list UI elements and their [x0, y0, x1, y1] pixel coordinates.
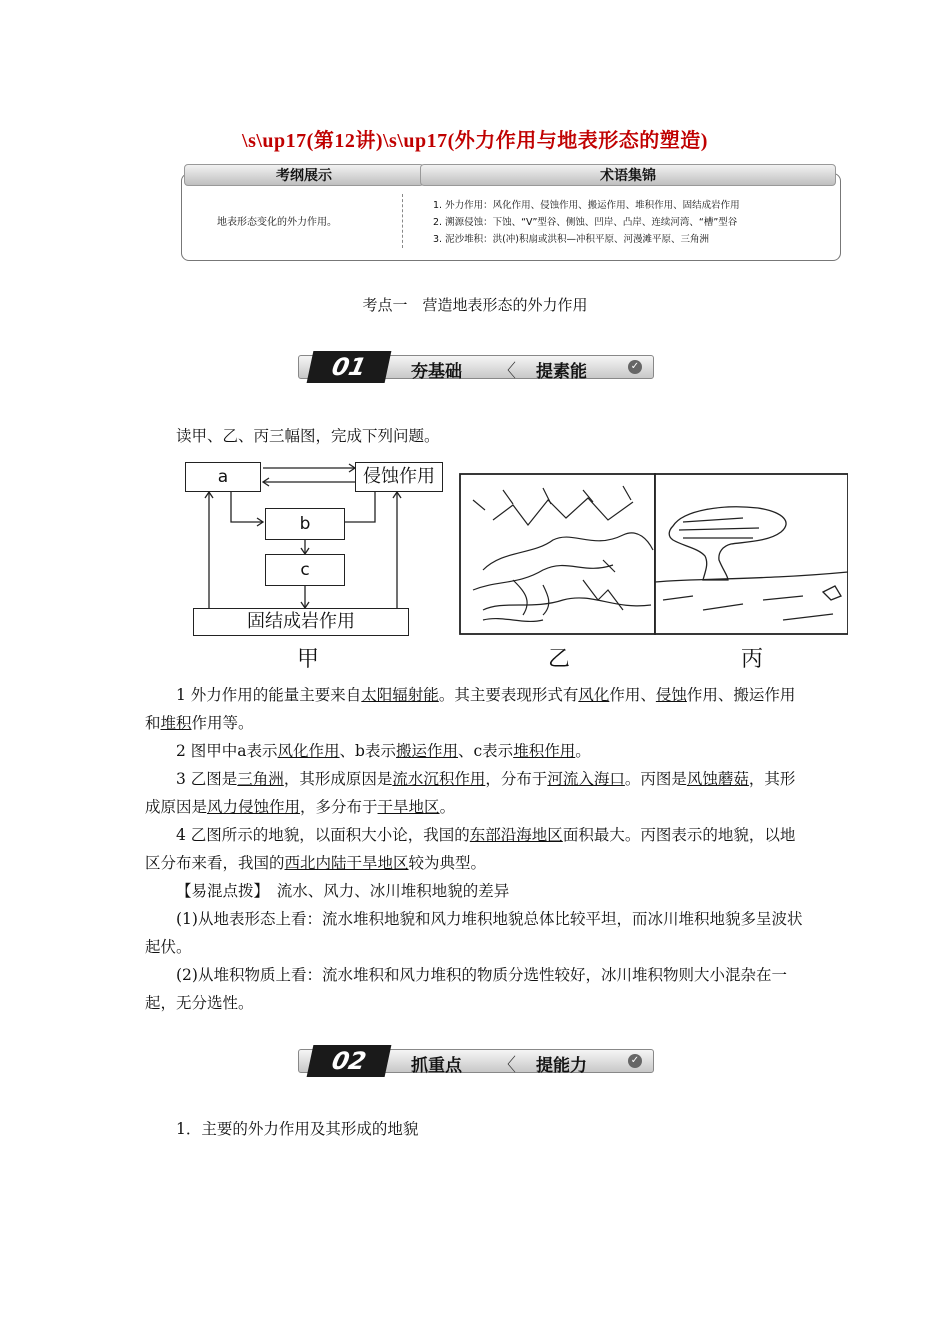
- diagram-box-a: a: [185, 462, 261, 492]
- document-title: \s\up17(第12讲)\s\up17(外力作用与地表形态的塑造): [242, 130, 708, 152]
- outline-right-list: [433, 197, 740, 248]
- outline-item: 3. 泥沙堆积：洪(冲)积扇或洪积—冲积平原、河漫滩平原、三角洲: [433, 234, 709, 245]
- outline-left-text: 地表形态变化的外力作用。: [217, 217, 337, 228]
- q3-text: ，其形成原因是: [283, 770, 393, 788]
- outline-item: 2. 溯源侵蚀：下蚀、“V”型谷、侧蚀、凹岸、凸岸、连续河湾、“槽”型谷: [433, 217, 738, 228]
- q3-text: ，分布于: [485, 770, 548, 788]
- q1-answer: 风化: [578, 686, 610, 704]
- outline-divider: [402, 194, 403, 248]
- q4-answer: 西北内陆干旱地区: [284, 854, 409, 872]
- q3-answer: 流水沉积作用: [392, 770, 486, 788]
- section-heading: 考点一 营造地表形态的外力作用: [362, 296, 588, 314]
- banner-left-text: 抓重点: [411, 1056, 462, 1076]
- outline-left-header: 考纲展示: [184, 164, 424, 186]
- q1-text: 。其主要表现形式有: [438, 686, 579, 704]
- q4-text: 4 乙图所示的地貌，以面积大小论，我国的: [176, 826, 470, 844]
- banner-left-text: 夯基础: [411, 362, 462, 382]
- q3-text: 。丙图是: [624, 770, 687, 788]
- q3-answer: 风蚀蘑菇: [686, 770, 749, 788]
- q2-text: 、c表示: [458, 742, 514, 760]
- q2-answer: 搬运作用: [395, 742, 458, 760]
- figure-label-jia: 甲: [297, 647, 320, 672]
- tip-label: 【易混点拨】: [176, 882, 262, 900]
- intro-text: 读甲、乙、丙三幅图，完成下列问题。: [176, 427, 440, 445]
- q1-answer: 太阳辐射能: [361, 686, 439, 704]
- diagram-box-rock: 固结成岩作用: [193, 608, 409, 636]
- q2-text: 2 图甲中a表示: [176, 742, 278, 760]
- check-icon: ✓: [628, 360, 642, 374]
- q1-answer: 侵蚀: [655, 686, 687, 704]
- banner-right-text: 提能力: [536, 1056, 587, 1076]
- q3-text: 3 乙图是: [176, 770, 238, 788]
- q2-text: 。: [575, 742, 591, 760]
- figure-panel: [183, 460, 848, 670]
- q3-text: 。: [439, 798, 456, 816]
- diagram-box-c: c: [265, 554, 345, 586]
- section-banner-1: [298, 351, 654, 381]
- q1-text: 1 外力作用的能量主要来自: [176, 686, 362, 704]
- diagram-box-b: b: [265, 508, 345, 540]
- q1-text: 作用、: [609, 686, 656, 704]
- q3-answer: 干旱地区: [377, 798, 440, 816]
- figure-label-bing: 丙: [741, 647, 764, 672]
- question-1: [145, 681, 810, 737]
- question-4: [145, 821, 810, 877]
- tip-point-1: (1)从地表形态上看：流水堆积地貌和风力堆积地貌总体比较平坦，而冰川堆积地貌多呈波状起伏。: [145, 910, 803, 956]
- q2-answer: 堆积作用: [513, 742, 576, 760]
- q3-text: ，其形成原因是: [145, 770, 796, 816]
- banner-right-text: 提素能: [536, 362, 587, 382]
- q1-text: 作用、搬运作用和: [145, 686, 796, 732]
- check-icon: ✓: [628, 1054, 642, 1068]
- q2-text: 、b表示: [339, 742, 396, 760]
- q4-answer: 东部沿海地区: [469, 826, 563, 844]
- section-banner-2: [298, 1045, 654, 1075]
- question-2: [145, 737, 810, 765]
- q1-text: 作用等。: [191, 714, 254, 732]
- q1-answer: 堆积: [160, 714, 192, 732]
- q3-answer: 河流入海口: [547, 770, 625, 788]
- banner-number: 01: [307, 351, 392, 383]
- q3-answer: 三角洲: [237, 770, 284, 788]
- tip-text: 流水、风力、冰川堆积地貌的差异: [261, 882, 510, 900]
- q2-answer: 风化作用: [277, 742, 340, 760]
- banner-number: 02: [307, 1045, 392, 1077]
- tip-heading: [145, 877, 810, 905]
- q4-text: 面积最大。丙图表示的地貌，以地区分布来看，我国的: [145, 826, 796, 872]
- subsection-heading: 1．主要的外力作用及其形成的地貌: [176, 1120, 419, 1138]
- q3-text: ，多分布于: [300, 798, 378, 816]
- tip-point-2: (2)从堆积物质上看：流水堆积和风力堆积的物质分选性较好，冰川堆积物则大小混杂在一起，无分选性。: [145, 966, 787, 1012]
- figure-label-yi: 乙: [548, 647, 571, 672]
- question-3: [145, 765, 810, 821]
- diagram-box-erosion: 侵蚀作用: [355, 462, 443, 492]
- q3-answer: 风力侵蚀作用: [207, 798, 301, 816]
- outline-item: 1. 外力作用：风化作用、侵蚀作用、搬运作用、堆积作用、固结成岩作用: [433, 200, 740, 211]
- outline-right-header: 术语集锦: [420, 164, 836, 186]
- q4-text: 较为典型。: [408, 854, 487, 872]
